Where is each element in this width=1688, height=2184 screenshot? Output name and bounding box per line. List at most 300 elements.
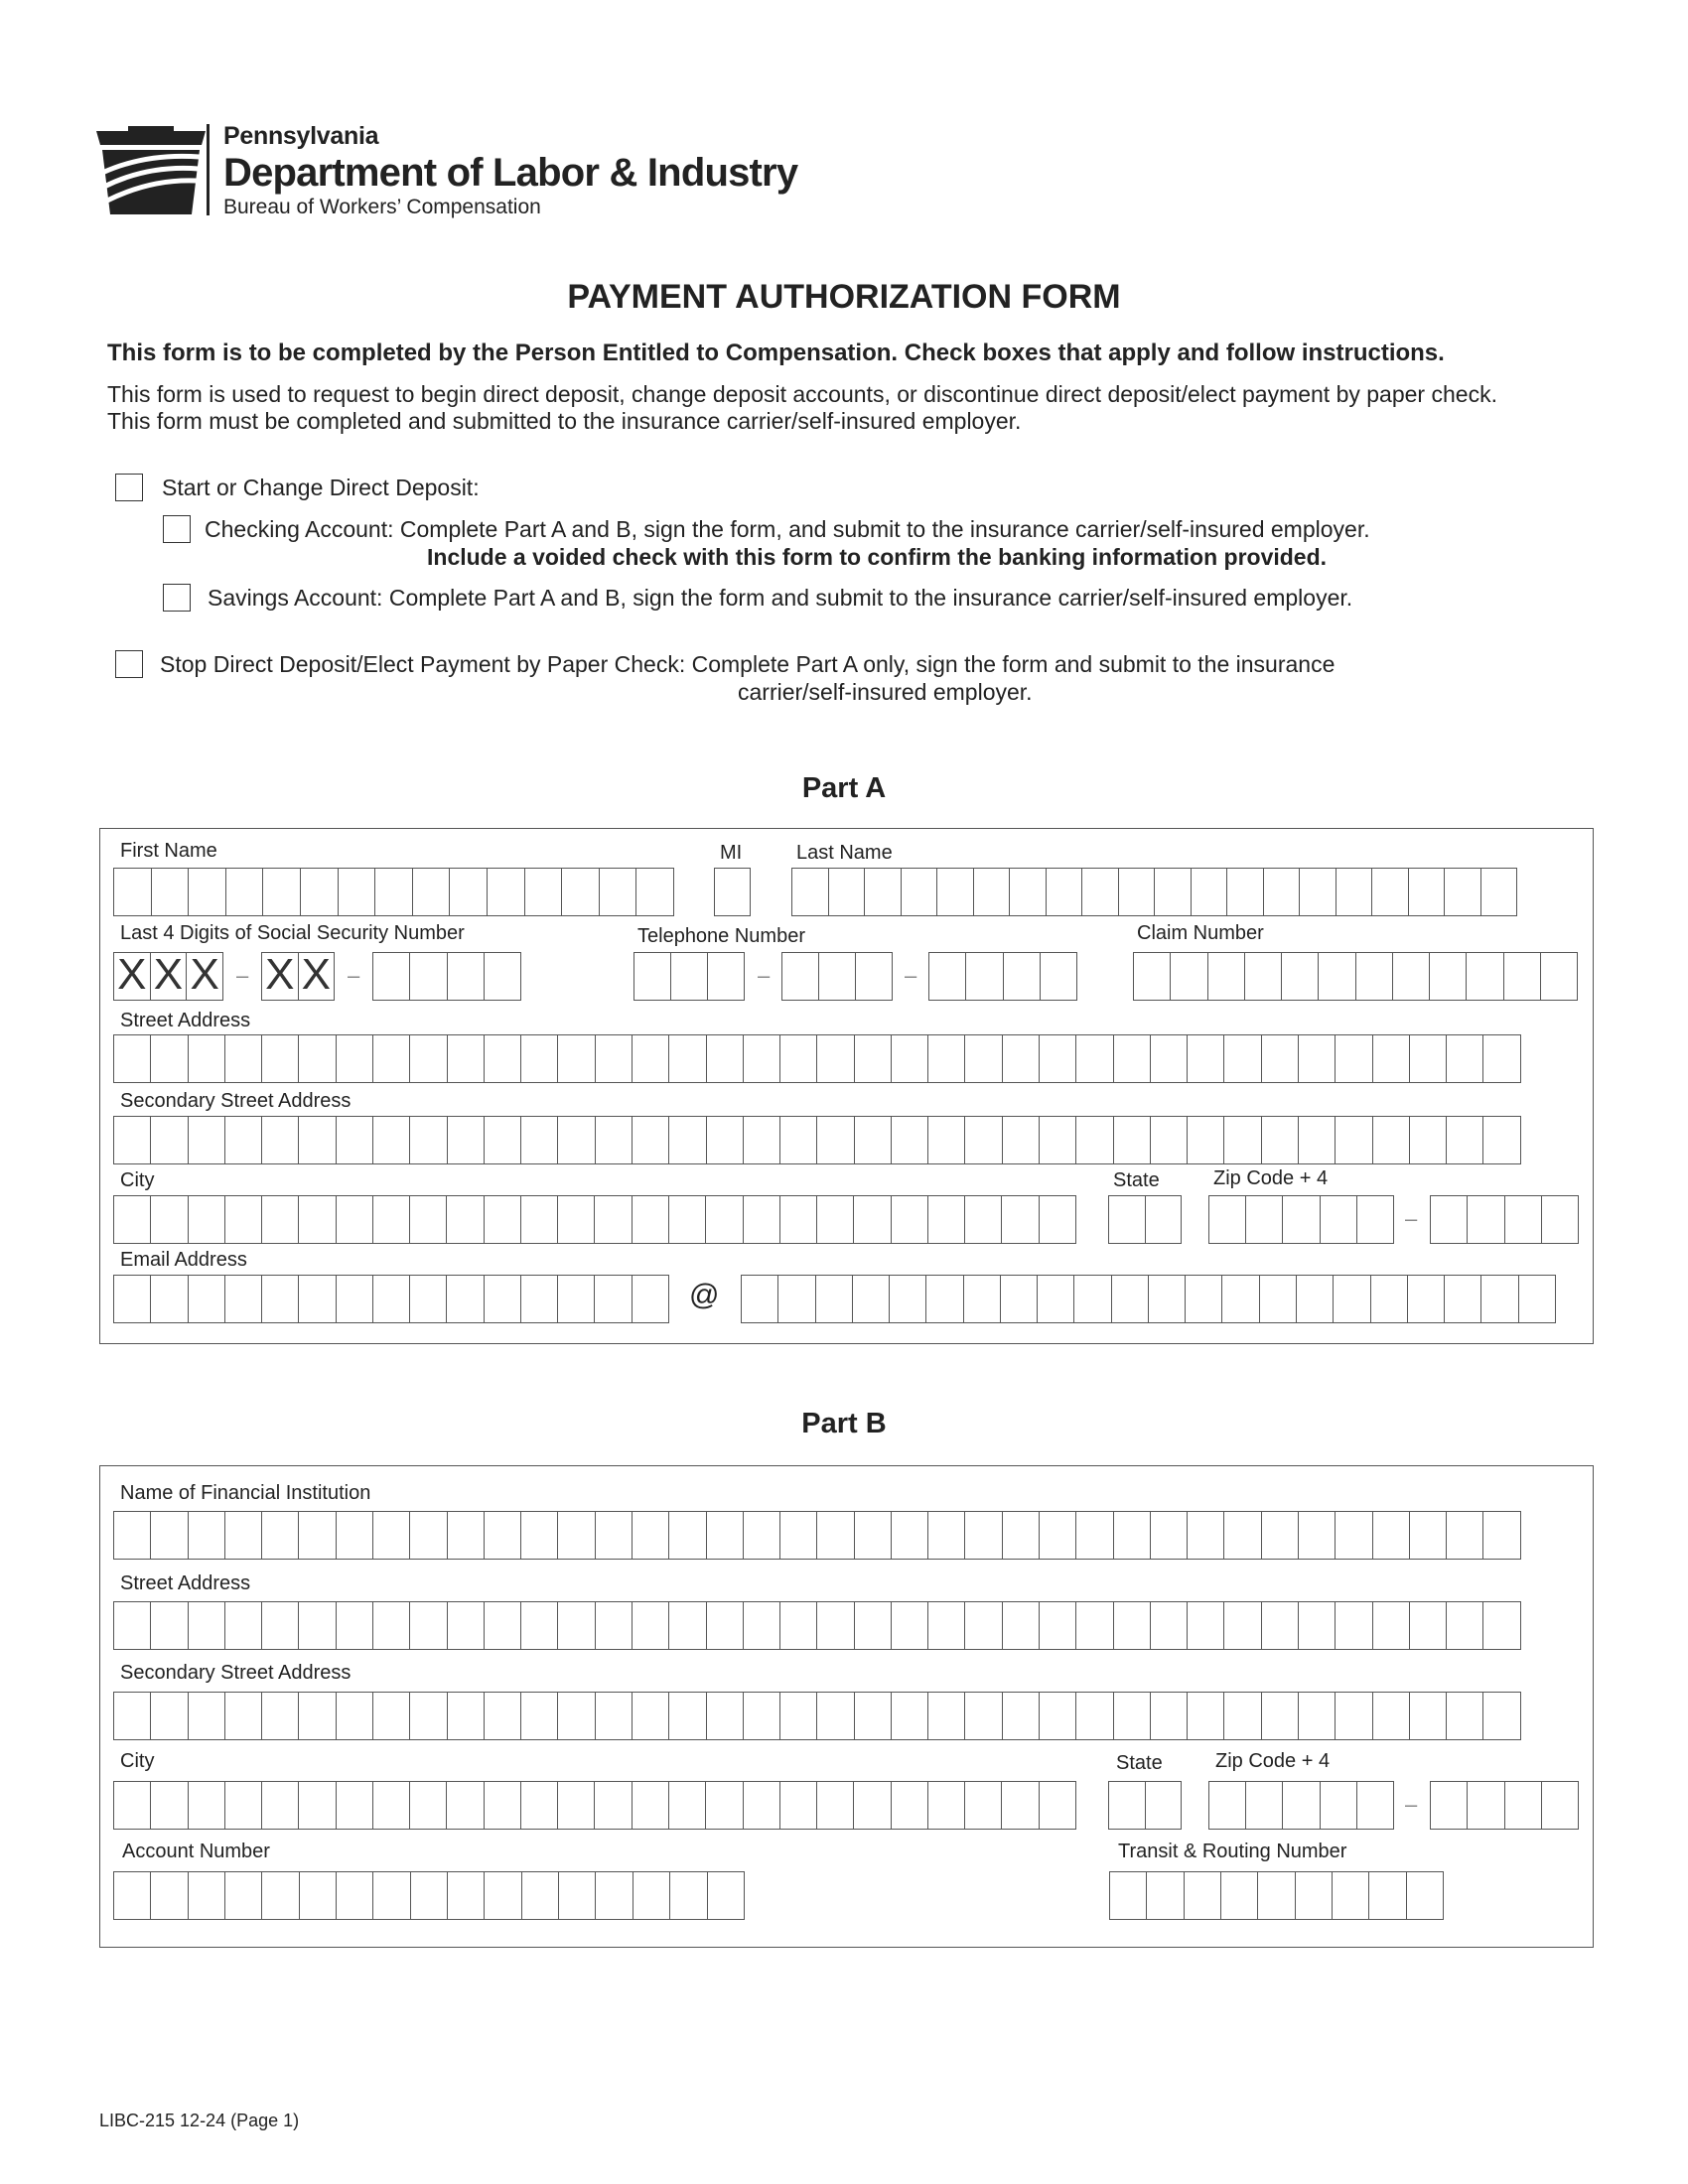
- char-cell[interactable]: [299, 1781, 336, 1830]
- char-cell[interactable]: [262, 1275, 299, 1323]
- telephone-area-input[interactable]: [633, 952, 745, 1001]
- char-cell[interactable]: [1002, 1195, 1039, 1244]
- char-cell[interactable]: [670, 1871, 707, 1920]
- char-cell[interactable]: [1114, 1034, 1151, 1083]
- char-cell[interactable]: [1321, 1781, 1357, 1830]
- char-cell[interactable]: [829, 868, 866, 916]
- char-cell[interactable]: [865, 868, 902, 916]
- char-cell[interactable]: [707, 1601, 744, 1650]
- char-cell[interactable]: [1299, 1034, 1336, 1083]
- char-cell[interactable]: [1040, 1692, 1076, 1740]
- char-cell[interactable]: [558, 1601, 595, 1650]
- char-cell[interactable]: [262, 1034, 299, 1083]
- char-cell[interactable]: [525, 868, 563, 916]
- char-cell[interactable]: [1519, 1275, 1556, 1323]
- char-cell[interactable]: [965, 1034, 1002, 1083]
- char-cell[interactable]: [521, 1275, 558, 1323]
- char-cell[interactable]: [595, 1195, 632, 1244]
- char-cell[interactable]: [928, 1601, 965, 1650]
- street-address-input[interactable]: [113, 1034, 1521, 1083]
- char-cell[interactable]: [189, 1275, 225, 1323]
- char-cell[interactable]: [189, 1692, 225, 1740]
- char-cell[interactable]: [855, 1601, 892, 1650]
- char-cell[interactable]: [448, 1692, 485, 1740]
- bank-city-input[interactable]: [113, 1781, 1076, 1830]
- char-cell[interactable]: [855, 1692, 892, 1740]
- char-cell[interactable]: [339, 868, 376, 916]
- char-cell[interactable]: [151, 1195, 188, 1244]
- char-cell[interactable]: [1245, 952, 1282, 1001]
- char-cell[interactable]: [1038, 1275, 1074, 1323]
- char-cell[interactable]: [1447, 1511, 1483, 1560]
- char-cell[interactable]: [1260, 1275, 1297, 1323]
- char-cell[interactable]: [225, 1601, 262, 1650]
- char-cell[interactable]: [1336, 1034, 1372, 1083]
- char-cell[interactable]: [1445, 868, 1481, 916]
- char-cell[interactable]: [929, 952, 966, 1001]
- char-cell[interactable]: [1209, 1781, 1246, 1830]
- char-cell[interactable]: [189, 1511, 225, 1560]
- char-cell[interactable]: [225, 1511, 262, 1560]
- char-cell[interactable]: [633, 1275, 669, 1323]
- char-cell[interactable]: [262, 1871, 299, 1920]
- char-cell[interactable]: [558, 1511, 595, 1560]
- char-cell[interactable]: [707, 1511, 744, 1560]
- char-cell[interactable]: [448, 1034, 485, 1083]
- char-cell[interactable]: [1246, 1195, 1283, 1244]
- char-cell[interactable]: [1430, 952, 1467, 1001]
- char-cell[interactable]: [816, 1275, 853, 1323]
- char-cell[interactable]: [301, 868, 339, 916]
- char-cell[interactable]: [521, 1692, 558, 1740]
- char-cell[interactable]: [715, 868, 751, 916]
- char-cell[interactable]: [1262, 1692, 1299, 1740]
- char-cell[interactable]: [189, 1116, 225, 1164]
- char-cell[interactable]: [633, 1195, 669, 1244]
- char-cell[interactable]: [1188, 1692, 1224, 1740]
- char-cell[interactable]: [299, 1034, 336, 1083]
- char-cell[interactable]: [744, 1781, 780, 1830]
- char-cell[interactable]: [114, 1781, 151, 1830]
- bank-secondary-input[interactable]: [113, 1692, 1521, 1740]
- char-cell[interactable]: [1246, 1781, 1283, 1830]
- char-cell[interactable]: [375, 868, 413, 916]
- char-cell[interactable]: [114, 1601, 151, 1650]
- char-cell[interactable]: [299, 1195, 336, 1244]
- char-cell[interactable]: [1447, 1692, 1483, 1740]
- char-cell[interactable]: [1410, 1116, 1447, 1164]
- char-cell[interactable]: [1262, 1601, 1299, 1650]
- char-cell[interactable]: [1483, 1511, 1520, 1560]
- char-cell[interactable]: [780, 1034, 817, 1083]
- char-cell[interactable]: [1319, 952, 1355, 1001]
- char-cell[interactable]: [1119, 868, 1156, 916]
- char-cell[interactable]: [558, 1275, 595, 1323]
- char-cell[interactable]: [263, 868, 301, 916]
- char-cell[interactable]: [744, 1692, 780, 1740]
- char-cell[interactable]: [1357, 1781, 1394, 1830]
- char-cell[interactable]: [1542, 1195, 1579, 1244]
- char-cell[interactable]: [1504, 952, 1541, 1001]
- char-cell[interactable]: [1147, 1871, 1184, 1920]
- char-cell[interactable]: [965, 1116, 1002, 1164]
- char-cell[interactable]: [595, 1781, 632, 1830]
- char-cell[interactable]: [633, 1692, 669, 1740]
- char-cell[interactable]: [634, 952, 671, 1001]
- char-cell[interactable]: [1371, 1275, 1408, 1323]
- char-cell[interactable]: [337, 1871, 373, 1920]
- char-cell[interactable]: [447, 1195, 484, 1244]
- state-input[interactable]: [1108, 1195, 1182, 1244]
- char-cell[interactable]: [928, 1116, 965, 1164]
- first-name-input[interactable]: [113, 868, 674, 916]
- char-cell[interactable]: [225, 1692, 262, 1740]
- char-cell[interactable]: [1003, 1601, 1040, 1650]
- char-cell[interactable]: [373, 1034, 410, 1083]
- char-cell[interactable]: [1410, 1692, 1447, 1740]
- char-cell[interactable]: [1224, 1116, 1261, 1164]
- char-cell[interactable]: [485, 1116, 521, 1164]
- char-cell[interactable]: [373, 1692, 410, 1740]
- char-cell[interactable]: [1082, 868, 1119, 916]
- email-user-input[interactable]: [113, 1275, 669, 1323]
- char-cell[interactable]: [485, 1034, 521, 1083]
- char-cell[interactable]: [373, 1511, 410, 1560]
- char-cell[interactable]: [521, 1511, 558, 1560]
- char-cell[interactable]: [448, 952, 485, 1001]
- char-cell[interactable]: [1040, 1034, 1076, 1083]
- char-cell[interactable]: [1224, 1034, 1261, 1083]
- char-cell[interactable]: [928, 1195, 965, 1244]
- char-cell[interactable]: [151, 1601, 188, 1650]
- char-cell[interactable]: [1076, 1601, 1113, 1650]
- bank-zip-plus4-input[interactable]: [1430, 1781, 1579, 1830]
- char-cell[interactable]: [1192, 868, 1228, 916]
- zip-input[interactable]: [1208, 1195, 1394, 1244]
- char-cell[interactable]: [1410, 1034, 1447, 1083]
- char-cell[interactable]: [744, 1511, 780, 1560]
- char-cell[interactable]: [485, 1511, 521, 1560]
- char-cell[interactable]: [410, 1511, 447, 1560]
- start-change-checkbox[interactable]: [115, 474, 143, 501]
- char-cell[interactable]: [485, 952, 521, 1001]
- mi-input[interactable]: [714, 868, 751, 916]
- char-cell[interactable]: [742, 1275, 778, 1323]
- char-cell[interactable]: [633, 1871, 670, 1920]
- char-cell[interactable]: [1505, 1195, 1542, 1244]
- char-cell[interactable]: [1076, 1511, 1113, 1560]
- char-cell[interactable]: [114, 1275, 151, 1323]
- char-cell[interactable]: [780, 1781, 817, 1830]
- char-cell[interactable]: [1407, 1871, 1444, 1920]
- char-cell[interactable]: [1481, 868, 1518, 916]
- char-cell[interactable]: [1409, 868, 1446, 916]
- char-cell[interactable]: [558, 1692, 595, 1740]
- char-cell[interactable]: [780, 1692, 817, 1740]
- char-cell[interactable]: [792, 868, 829, 916]
- char-cell[interactable]: [1357, 1195, 1394, 1244]
- char-cell[interactable]: [299, 1116, 336, 1164]
- char-cell[interactable]: [707, 1034, 744, 1083]
- char-cell[interactable]: [1283, 1195, 1320, 1244]
- char-cell[interactable]: [114, 1871, 151, 1920]
- char-cell[interactable]: [373, 1195, 410, 1244]
- char-cell[interactable]: [373, 1601, 410, 1650]
- char-cell[interactable]: [1296, 1871, 1333, 1920]
- char-cell[interactable]: [1151, 1034, 1188, 1083]
- char-cell[interactable]: [448, 1601, 485, 1650]
- char-cell[interactable]: [669, 1692, 706, 1740]
- char-cell[interactable]: [1040, 1116, 1076, 1164]
- char-cell[interactable]: [669, 1195, 706, 1244]
- char-cell[interactable]: [1541, 952, 1578, 1001]
- char-cell[interactable]: [151, 1871, 188, 1920]
- char-cell[interactable]: [1040, 1601, 1076, 1650]
- char-cell[interactable]: [558, 1116, 595, 1164]
- char-cell[interactable]: [337, 1601, 373, 1650]
- char-cell[interactable]: [1373, 1511, 1410, 1560]
- char-cell[interactable]: [965, 1692, 1002, 1740]
- char-cell[interactable]: [558, 1781, 595, 1830]
- char-cell[interactable]: [1373, 1692, 1410, 1740]
- char-cell[interactable]: [1040, 1781, 1076, 1830]
- char-cell[interactable]: [485, 1195, 521, 1244]
- char-cell[interactable]: [1151, 1511, 1188, 1560]
- char-cell[interactable]: [892, 1692, 928, 1740]
- char-cell[interactable]: [1321, 1195, 1357, 1244]
- char-cell[interactable]: [1336, 1692, 1372, 1740]
- char-cell[interactable]: [1262, 1116, 1299, 1164]
- checking-checkbox[interactable]: [163, 515, 191, 543]
- ssn-last-four-input[interactable]: [372, 952, 521, 1001]
- char-cell[interactable]: [189, 1034, 225, 1083]
- char-cell[interactable]: [854, 1195, 891, 1244]
- char-cell[interactable]: [669, 1601, 706, 1650]
- char-cell[interactable]: [1224, 1692, 1261, 1740]
- char-cell[interactable]: [262, 1116, 299, 1164]
- char-cell[interactable]: [1227, 868, 1264, 916]
- char-cell[interactable]: [1209, 1195, 1246, 1244]
- char-cell[interactable]: [410, 1781, 447, 1830]
- char-cell[interactable]: [1224, 1511, 1261, 1560]
- char-cell[interactable]: [1221, 1871, 1258, 1920]
- char-cell[interactable]: [189, 1195, 225, 1244]
- char-cell[interactable]: [226, 868, 264, 916]
- account-number-input[interactable]: [113, 1871, 745, 1920]
- char-cell[interactable]: [1468, 1195, 1504, 1244]
- char-cell[interactable]: [928, 1034, 965, 1083]
- char-cell[interactable]: [1431, 1195, 1468, 1244]
- char-cell[interactable]: [708, 952, 745, 1001]
- char-cell[interactable]: [596, 1871, 633, 1920]
- char-cell[interactable]: [558, 1034, 595, 1083]
- char-cell[interactable]: [1483, 1034, 1520, 1083]
- char-cell[interactable]: [1003, 1034, 1040, 1083]
- char-cell[interactable]: [1282, 952, 1319, 1001]
- char-cell[interactable]: [817, 1601, 854, 1650]
- char-cell[interactable]: [928, 1511, 965, 1560]
- bank-street-input[interactable]: [113, 1601, 1521, 1650]
- char-cell[interactable]: [1481, 1275, 1518, 1323]
- char-cell[interactable]: [1114, 1511, 1151, 1560]
- char-cell[interactable]: [450, 868, 488, 916]
- char-cell[interactable]: [855, 1034, 892, 1083]
- char-cell[interactable]: [485, 1692, 521, 1740]
- char-cell[interactable]: [373, 1781, 410, 1830]
- stop-deposit-checkbox[interactable]: [115, 650, 143, 678]
- char-cell[interactable]: [1155, 868, 1192, 916]
- char-cell[interactable]: [521, 1781, 558, 1830]
- char-cell[interactable]: [817, 1034, 854, 1083]
- char-cell[interactable]: [964, 1275, 1001, 1323]
- char-cell[interactable]: [1001, 1275, 1038, 1323]
- char-cell[interactable]: [1408, 1275, 1445, 1323]
- char-cell[interactable]: [1151, 1692, 1188, 1740]
- char-cell[interactable]: [1002, 1781, 1039, 1830]
- char-cell[interactable]: [817, 1511, 854, 1560]
- char-cell[interactable]: [1505, 1781, 1542, 1830]
- routing-number-input[interactable]: [1109, 1871, 1444, 1920]
- char-cell[interactable]: [1299, 1692, 1336, 1740]
- char-cell[interactable]: [892, 1511, 928, 1560]
- char-cell[interactable]: [1334, 1275, 1370, 1323]
- char-cell[interactable]: [1188, 1116, 1224, 1164]
- bank-state-input[interactable]: [1108, 1781, 1182, 1830]
- char-cell[interactable]: [521, 1116, 558, 1164]
- char-cell[interactable]: [1188, 1511, 1224, 1560]
- char-cell[interactable]: [1445, 1275, 1481, 1323]
- char-cell[interactable]: [1483, 1601, 1520, 1650]
- char-cell[interactable]: [780, 1511, 817, 1560]
- char-cell[interactable]: [1208, 952, 1245, 1001]
- char-cell[interactable]: [1003, 1692, 1040, 1740]
- char-cell[interactable]: [744, 1116, 780, 1164]
- char-cell[interactable]: [189, 1601, 225, 1650]
- char-cell[interactable]: [1483, 1116, 1520, 1164]
- char-cell[interactable]: [1299, 1116, 1336, 1164]
- char-cell[interactable]: [744, 1034, 780, 1083]
- char-cell[interactable]: [1262, 1034, 1299, 1083]
- char-cell[interactable]: [1010, 868, 1047, 916]
- char-cell[interactable]: [151, 1275, 188, 1323]
- char-cell[interactable]: [1431, 1781, 1468, 1830]
- char-cell[interactable]: [1373, 1601, 1410, 1650]
- char-cell[interactable]: [1041, 952, 1077, 1001]
- char-cell[interactable]: [1109, 1195, 1146, 1244]
- char-cell[interactable]: [225, 1034, 262, 1083]
- char-cell[interactable]: [521, 1195, 558, 1244]
- char-cell[interactable]: [596, 1511, 633, 1560]
- char-cell[interactable]: [447, 1781, 484, 1830]
- char-cell[interactable]: [1134, 952, 1171, 1001]
- char-cell[interactable]: [708, 1871, 745, 1920]
- char-cell[interactable]: [151, 1116, 188, 1164]
- char-cell[interactable]: [225, 1871, 262, 1920]
- char-cell[interactable]: [337, 1195, 373, 1244]
- char-cell[interactable]: [1040, 1511, 1076, 1560]
- char-cell[interactable]: [890, 1275, 926, 1323]
- char-cell[interactable]: [856, 952, 893, 1001]
- char-cell[interactable]: [633, 1116, 669, 1164]
- char-cell[interactable]: [410, 1195, 447, 1244]
- char-cell[interactable]: [1076, 1034, 1113, 1083]
- char-cell[interactable]: [373, 1871, 410, 1920]
- char-cell[interactable]: [965, 1511, 1002, 1560]
- char-cell[interactable]: [337, 1781, 373, 1830]
- char-cell[interactable]: [1336, 1511, 1372, 1560]
- char-cell[interactable]: [1114, 1116, 1151, 1164]
- char-cell[interactable]: [485, 1871, 521, 1920]
- char-cell[interactable]: [337, 1034, 373, 1083]
- char-cell[interactable]: [1542, 1781, 1579, 1830]
- char-cell[interactable]: [1224, 1601, 1261, 1650]
- char-cell[interactable]: [189, 1871, 225, 1920]
- char-cell[interactable]: [337, 1511, 373, 1560]
- char-cell[interactable]: [928, 1692, 965, 1740]
- char-cell[interactable]: [373, 1275, 410, 1323]
- char-cell[interactable]: [855, 1116, 892, 1164]
- char-cell[interactable]: [1410, 1511, 1447, 1560]
- char-cell[interactable]: [1264, 868, 1301, 916]
- char-cell[interactable]: [262, 1195, 299, 1244]
- char-cell[interactable]: [410, 1275, 447, 1323]
- char-cell[interactable]: [521, 1601, 558, 1650]
- char-cell[interactable]: [892, 1601, 928, 1650]
- char-cell[interactable]: [262, 1601, 299, 1650]
- char-cell[interactable]: [1110, 1871, 1147, 1920]
- char-cell[interactable]: [114, 1692, 151, 1740]
- char-cell[interactable]: [225, 1195, 262, 1244]
- char-cell[interactable]: [447, 1275, 484, 1323]
- char-cell[interactable]: [744, 1601, 780, 1650]
- char-cell[interactable]: [892, 1781, 928, 1830]
- char-cell[interactable]: [262, 1781, 299, 1830]
- char-cell[interactable]: [1185, 1871, 1221, 1920]
- char-cell[interactable]: [853, 1275, 890, 1323]
- char-cell[interactable]: [262, 1511, 299, 1560]
- char-cell[interactable]: [1171, 952, 1207, 1001]
- city-input[interactable]: [113, 1195, 1076, 1244]
- char-cell[interactable]: [596, 1601, 633, 1650]
- char-cell[interactable]: [151, 1692, 188, 1740]
- char-cell[interactable]: [669, 1511, 706, 1560]
- char-cell[interactable]: [671, 952, 708, 1001]
- char-cell[interactable]: [669, 1781, 706, 1830]
- char-cell[interactable]: [114, 1034, 151, 1083]
- char-cell[interactable]: [448, 1511, 485, 1560]
- char-cell[interactable]: [1393, 952, 1430, 1001]
- char-cell[interactable]: [669, 1034, 706, 1083]
- char-cell[interactable]: [562, 868, 600, 916]
- char-cell[interactable]: [151, 1511, 188, 1560]
- last-name-input[interactable]: [791, 868, 1517, 916]
- char-cell[interactable]: [1109, 1781, 1146, 1830]
- char-cell[interactable]: [1297, 1275, 1334, 1323]
- char-cell[interactable]: [300, 1871, 337, 1920]
- char-cell[interactable]: [262, 1692, 299, 1740]
- char-cell[interactable]: [892, 1195, 928, 1244]
- char-cell[interactable]: [1186, 1275, 1222, 1323]
- char-cell[interactable]: [966, 952, 1003, 1001]
- char-cell[interactable]: [410, 1692, 447, 1740]
- char-cell[interactable]: [299, 1601, 336, 1650]
- char-cell[interactable]: [1188, 1034, 1224, 1083]
- char-cell[interactable]: [1146, 1195, 1183, 1244]
- char-cell[interactable]: [337, 1692, 373, 1740]
- char-cell[interactable]: [1336, 868, 1373, 916]
- char-cell[interactable]: [928, 1781, 965, 1830]
- telephone-line-input[interactable]: [928, 952, 1077, 1001]
